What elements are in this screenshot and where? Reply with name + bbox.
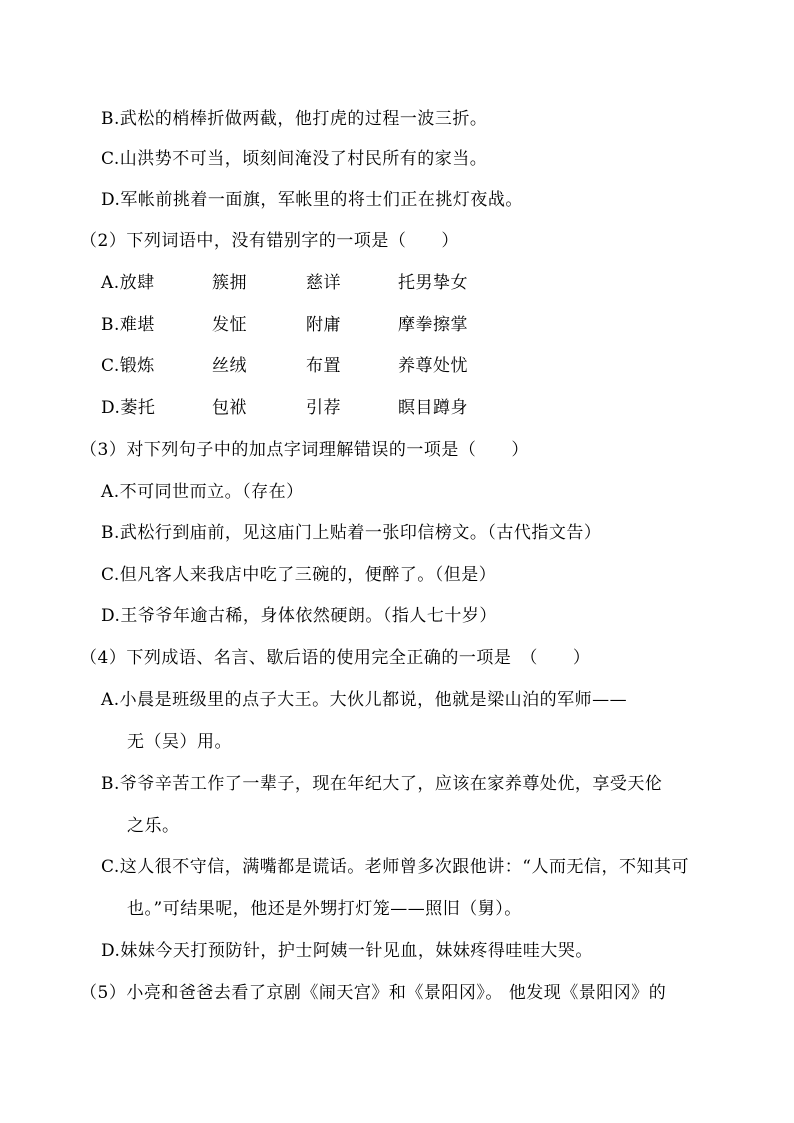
q4-stem: （4）下列成语、名言、歇后语的使用完全正确的一项是 （ ）: [80, 648, 591, 668]
q1-option-c: C.山洪势不可当，顷刻间淹没了村民所有的家当。: [101, 149, 488, 169]
q3-option-b: B.武松行到庙前，见这庙门上贴着一张印信榜文。（古代指文告）: [101, 523, 602, 543]
q2-option-label: A.放肆: [101, 273, 155, 293]
q2-word: 摩拳擦掌: [398, 315, 468, 335]
q2-word: 慈详: [306, 273, 341, 293]
q1-option-d: D.军帐前挑着一面旗，军帐里的将士们正在挑灯夜战。: [101, 190, 523, 210]
q2-word: 丝绒: [212, 356, 247, 376]
q2-option-row: [101, 355, 721, 377]
q2-stem: （2）下列词语中，没有错别字的一项是（ ）: [80, 231, 459, 251]
q2-word: 养尊处忧: [398, 356, 468, 376]
q2-option-label: C.锻炼: [101, 356, 155, 376]
q1-option-b: B.武松的梢棒折做两截，他打虎的过程一波三折。: [101, 109, 488, 129]
q2-option-row: [101, 272, 721, 294]
q4-option-a-line1: A.小晨是班级里的点子大王。大伙儿都说，他就是梁山泊的军师——: [101, 690, 628, 710]
q2-option-label: D.萎托: [101, 398, 156, 418]
q4-option-c-line1: C.这人很不守信，满嘴都是谎话。老师曾多次跟他讲：“人而无信，不知其可: [101, 857, 689, 877]
q2-word: 瞑目蹲身: [398, 398, 468, 418]
q2-word: 包袱: [212, 398, 247, 418]
q4-option-a-line2: 无（吴）用。: [127, 732, 232, 752]
q3-stem: （3）对下列句子中的加点字词理解错误的一项是（ ）: [80, 440, 529, 460]
q4-option-b-line2: 之乐。: [127, 816, 180, 836]
q2-option-row: [101, 314, 721, 336]
q2-word: 附庸: [306, 315, 341, 335]
q4-option-c-line2: 也。”可结果呢，他还是外甥打灯笼——照旧（舅）。: [127, 899, 522, 919]
q2-word: 托男挚女: [398, 273, 468, 293]
q3-option-a: A.不可同世而立。（存在）: [101, 482, 304, 502]
q2-word: 布置: [306, 356, 341, 376]
q2-word: 簇拥: [212, 273, 247, 293]
q4-option-b-line1: B.爷爷辛苦工作了一辈子，现在年纪大了，应该在家养尊处优，享受天伦: [101, 774, 663, 794]
q4-option-d: D.妹妹今天打预防针，护士阿姨一针见血，妹妹疼得哇哇大哭。: [101, 941, 593, 961]
q2-word: 引荐: [306, 398, 341, 418]
q3-option-d: D.王爷爷年逾古稀，身体依然硬朗。（指人七十岁）: [101, 606, 497, 626]
q5-stem: （5）小亮和爸爸去看了京剧《闹天宫》和《景阳冈》。 他发现《景阳冈》的: [80, 983, 667, 1003]
q2-word: 发怔: [212, 315, 247, 335]
q2-option-label: B.难堪: [101, 315, 155, 335]
q3-option-c: C.但凡客人来我店中吃了三碗的，便醉了。（但是）: [101, 565, 497, 585]
q2-option-row: [101, 397, 721, 419]
